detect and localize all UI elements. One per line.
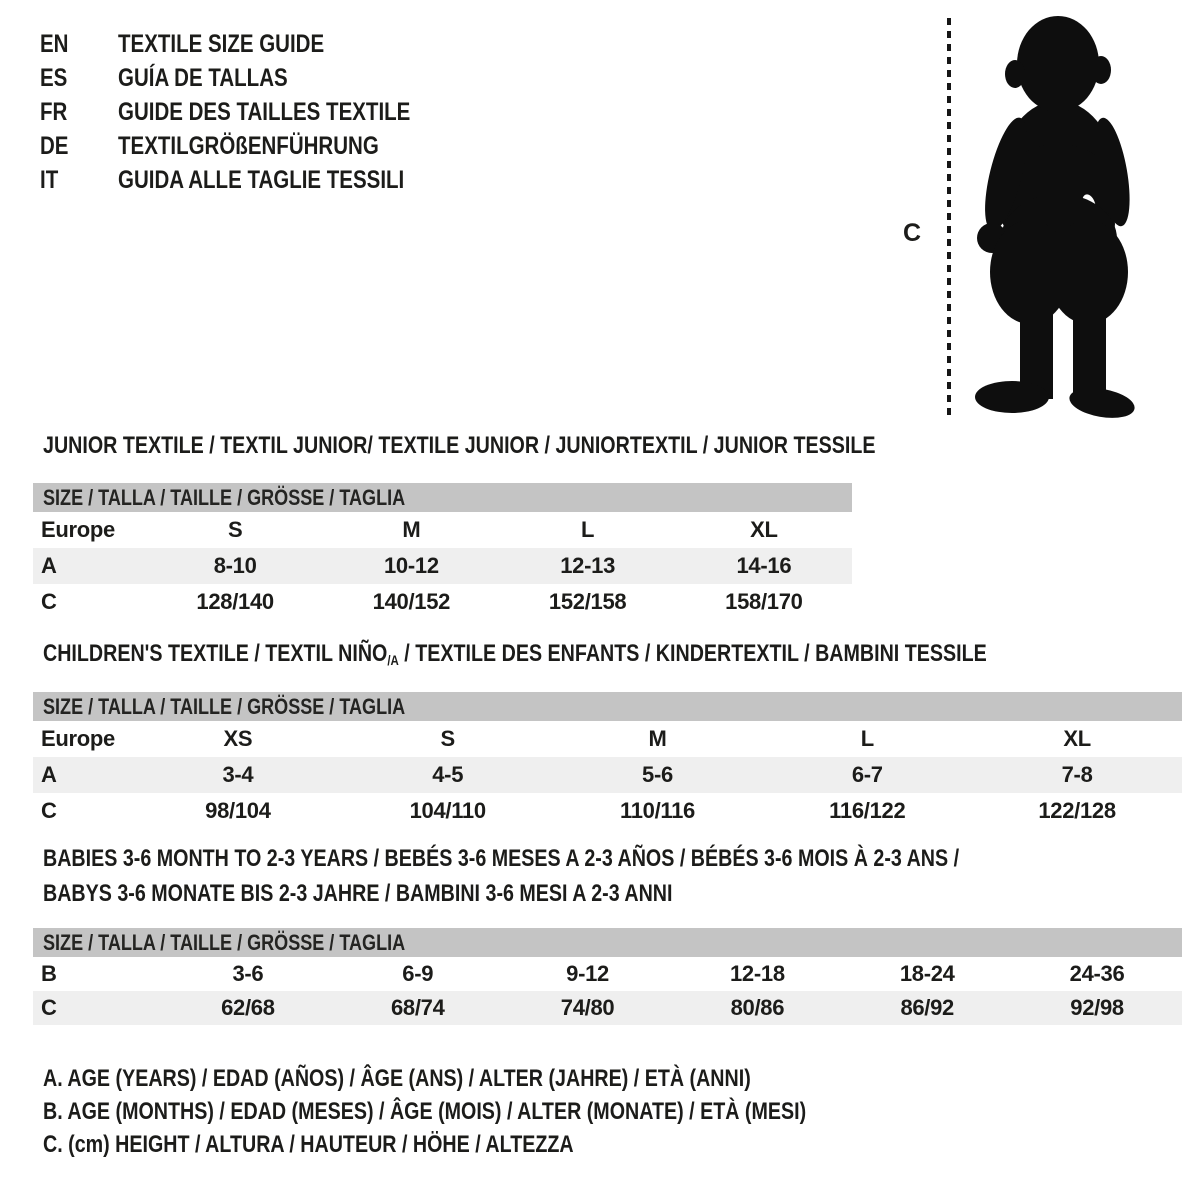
children-title-sub: /A xyxy=(387,652,399,668)
table-cell: 68/74 xyxy=(390,995,445,1020)
table-cell: 110/116 xyxy=(619,798,695,823)
language-row-fr xyxy=(40,95,475,129)
table-cell: 86/92 xyxy=(900,995,954,1020)
table-cell: 7-8 xyxy=(1061,762,1093,787)
table-cell: L xyxy=(860,726,874,751)
table-cell: 152/158 xyxy=(548,589,627,614)
table-cell: 18-24 xyxy=(899,961,955,986)
language-title: GUIDA ALLE TAGLIE TESSILI xyxy=(118,165,405,194)
junior-section-title: JUNIOR TEXTILE / TEXTIL JUNIOR/ TEXTILE JUNIOR / JUNIORTEXTIL / JUNIOR TESSILE xyxy=(43,432,876,459)
table-cell: 24-36 xyxy=(1069,961,1125,986)
table-row-height xyxy=(33,584,852,620)
language-code: ES xyxy=(40,63,68,92)
table-cell: 6-7 xyxy=(851,762,883,787)
table-cell: 6-9 xyxy=(402,961,434,986)
table-cell: 8-10 xyxy=(213,553,257,578)
language-row-en xyxy=(40,27,475,61)
table-cell: XS xyxy=(223,726,253,751)
language-row-es xyxy=(40,61,475,95)
language-code: IT xyxy=(40,165,59,194)
children-section-title xyxy=(43,641,1194,669)
junior-size-table xyxy=(33,483,852,620)
size-header-label: SIZE / TALLA / TAILLE / GRÖSSE / TAGLIA xyxy=(43,929,406,955)
row-label: C xyxy=(41,798,57,823)
table-cell: 140/152 xyxy=(372,589,451,614)
table-cell: 5-6 xyxy=(642,762,673,787)
language-code: DE xyxy=(40,131,69,160)
children-title-post: / TEXTILE DES ENFANTS / KINDERTEXTIL / BAMBINI TESSILE xyxy=(398,640,987,667)
table-cell: 116/122 xyxy=(829,798,906,823)
table-cell: 158/170 xyxy=(725,589,803,614)
row-label: A xyxy=(41,553,57,578)
babies-section-title-line2: BABYS 3-6 MONATE BIS 2-3 JAHRE / BAMBINI 3-6 MESI A 2-3 ANNI xyxy=(43,880,673,907)
table-cell: 62/68 xyxy=(221,995,275,1020)
row-label: C xyxy=(41,995,57,1020)
row-label: Europe xyxy=(41,517,115,542)
table-row-height xyxy=(33,793,1182,829)
table-cell: XL xyxy=(1063,726,1091,751)
language-title: GUIDE DES TAILLES TEXTILE xyxy=(118,97,411,126)
language-row-de xyxy=(40,129,475,163)
table-cell: M xyxy=(402,517,421,542)
language-title: TEXTILE SIZE GUIDE xyxy=(118,29,325,58)
table-cell: 10-12 xyxy=(383,553,439,578)
table-cell: 128/140 xyxy=(196,589,274,614)
row-label: A xyxy=(41,762,57,787)
row-label: Europe xyxy=(41,726,115,751)
size-header-bar xyxy=(33,692,1182,721)
size-header-bar xyxy=(33,483,852,512)
table-cell: 4-5 xyxy=(432,762,464,787)
language-list xyxy=(40,27,475,197)
table-cell: 9-12 xyxy=(566,961,609,986)
table-cell: 122/128 xyxy=(1038,798,1116,823)
table-cell: 98/104 xyxy=(205,798,271,823)
table-row-months xyxy=(33,957,1182,991)
table-cell: 14-16 xyxy=(736,553,792,578)
children-title-pre: CHILDREN'S TEXTILE / TEXTIL NIÑO xyxy=(43,640,388,667)
table-cell: S xyxy=(440,726,455,751)
table-cell: 12-13 xyxy=(560,553,616,578)
babies-size-table xyxy=(33,928,1182,1025)
row-label: B xyxy=(41,961,57,986)
table-cell: 80/86 xyxy=(730,995,785,1020)
legend-line-age-years: A. AGE (YEARS) / EDAD (AÑOS) / ÂGE (ANS) / ALTER (JAHRE) / ETÀ (ANNI) xyxy=(43,1065,751,1092)
language-code: EN xyxy=(40,29,69,58)
table-cell: 74/80 xyxy=(560,995,615,1020)
children-size-table xyxy=(33,692,1182,829)
toddler-silhouette-icon xyxy=(962,14,1144,418)
language-title: TEXTILGRÖßENFÜHRUNG xyxy=(118,131,379,160)
table-cell: 104/110 xyxy=(409,798,486,823)
row-label: C xyxy=(41,589,57,614)
figure-height-label: C xyxy=(903,219,922,247)
height-dotted-line xyxy=(947,18,951,416)
size-header-bar xyxy=(33,928,1182,957)
table-cell: 3-6 xyxy=(232,961,264,986)
table-row-age xyxy=(33,548,852,584)
table-row-height xyxy=(33,991,1182,1025)
table-cell: 3-4 xyxy=(222,762,254,787)
language-row-it xyxy=(40,163,475,197)
legend-line-age-months: B. AGE (MONTHS) / EDAD (MESES) / ÂGE (MOIS) / ALTER (MONATE) / ETÀ (MESI) xyxy=(43,1098,807,1125)
table-row-europe xyxy=(33,721,1182,757)
table-cell: 92/98 xyxy=(1070,995,1124,1020)
table-row-age xyxy=(33,757,1182,793)
table-cell: M xyxy=(648,726,667,751)
table-cell: L xyxy=(581,517,595,542)
language-code: FR xyxy=(40,97,68,126)
table-row-europe xyxy=(33,512,852,548)
table-cell: S xyxy=(227,517,243,542)
legend-line-height-cm: C. (cm) HEIGHT / ALTURA / HAUTEUR / HÖHE / ALTEZZA xyxy=(43,1131,574,1158)
table-cell: XL xyxy=(750,517,778,542)
size-header-label: SIZE / TALLA / TAILLE / GRÖSSE / TAGLIA xyxy=(43,484,406,510)
language-title: GUÍA DE TALLAS xyxy=(118,63,288,92)
babies-section-title-line1: BABIES 3-6 MONTH TO 2-3 YEARS / BEBÉS 3-6 MESES A 2-3 AÑOS / BÉBÉS 3-6 MOIS À 2-3 ANS / xyxy=(43,845,960,872)
size-header-label: SIZE / TALLA / TAILLE / GRÖSSE / TAGLIA xyxy=(43,693,406,719)
table-cell: 12-18 xyxy=(730,961,785,986)
